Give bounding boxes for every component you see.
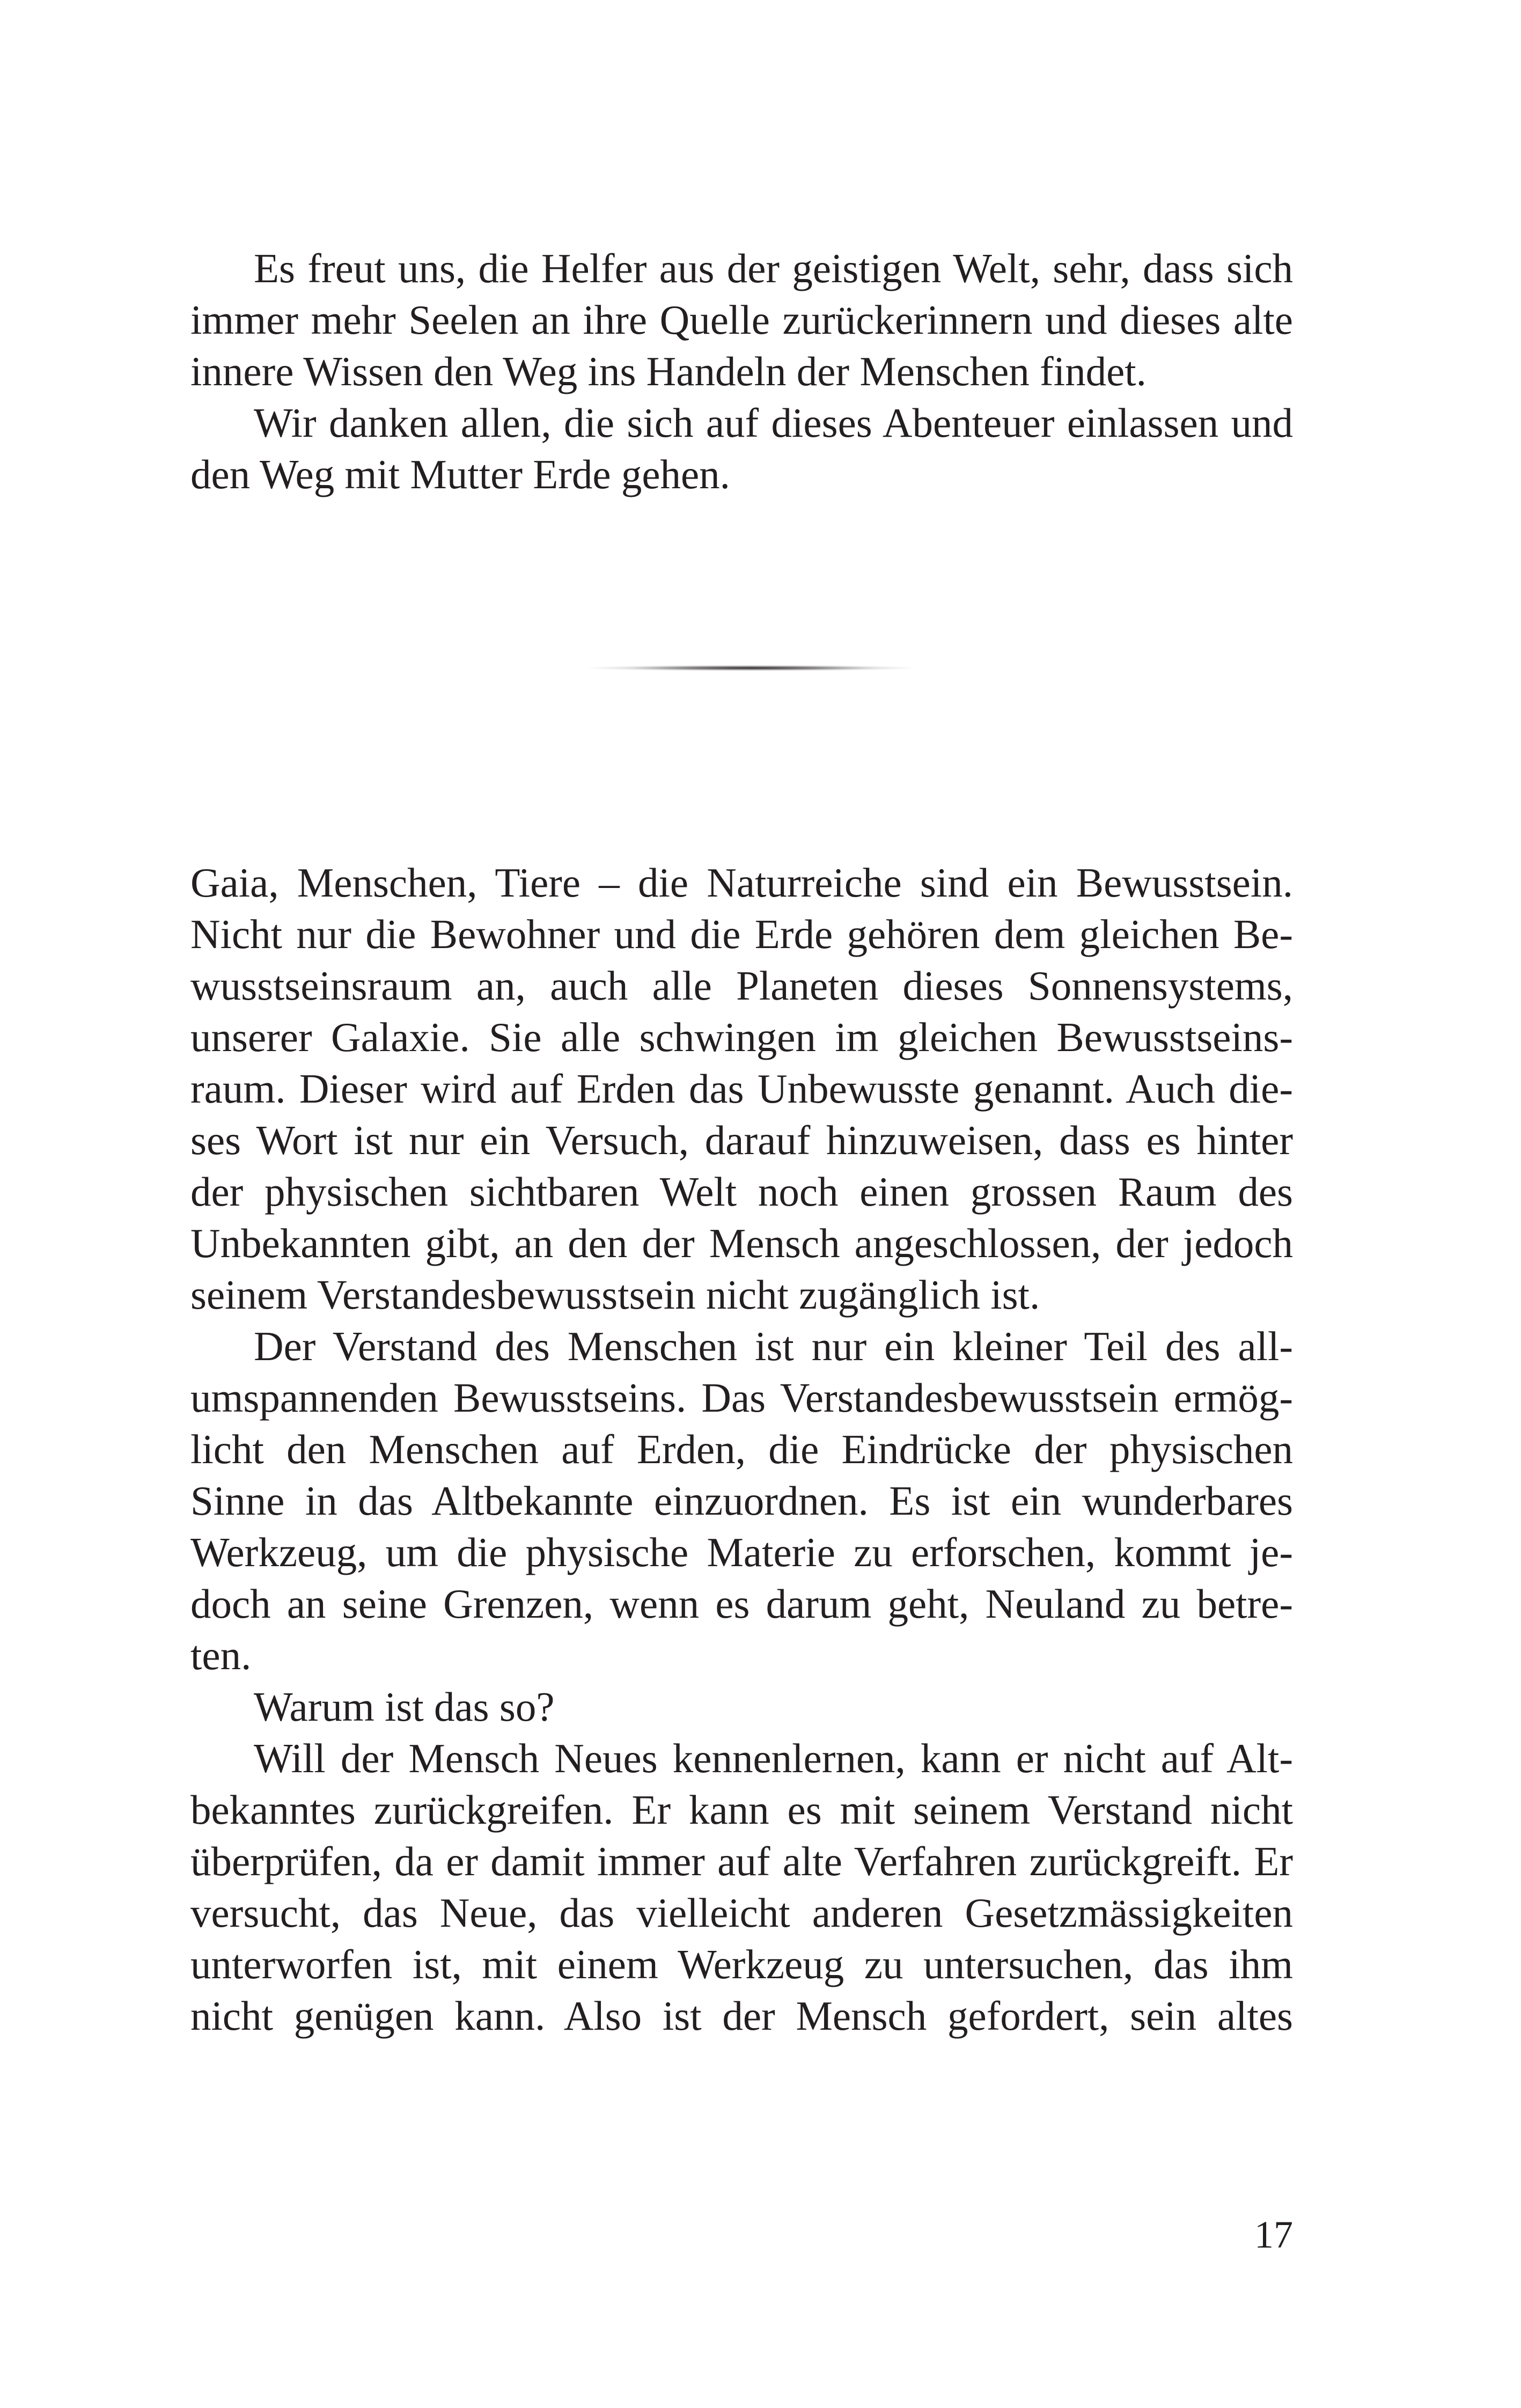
text-line: Will der Mensch Neues kennenlernen, kann er nicht auf Alt- [254, 1735, 1293, 1781]
text-line: Warum ist das so? [254, 1684, 555, 1730]
text-line: immer mehr Seelen an ihre Quelle zurückerinnern und dieses alte [190, 297, 1293, 343]
text-line: Werkzeug, um die physische Materie zu erforschen, kommt je- [190, 1529, 1293, 1575]
text-line: Unbekannten gibt, an den der Mensch angeschlossen, der jedoch [190, 1220, 1293, 1266]
text-line: seinem Verstandesbewusstsein nicht zugänglich ist. [190, 1272, 1040, 1318]
text-line: überprüfen, da er damit immer auf alte Verfahren zurückgreift. Er [190, 1838, 1293, 1884]
text-line: unserer Galaxie. Sie alle schwingen im gleichen Bewusstseins- [190, 1014, 1293, 1060]
text-line: Es freut uns, die Helfer aus der geistigen Welt, sehr, dass sich [254, 245, 1293, 291]
text-line: nicht genügen kann. Also ist der Mensch gefordert, sein altes [190, 1993, 1293, 2039]
text-line: unterworfen ist, mit einem Werkzeug zu untersuchen, das ihm [190, 1941, 1293, 1987]
section-divider [585, 663, 917, 674]
text-line: Wir danken allen, die sich auf dieses Abenteuer einlassen und [254, 400, 1293, 446]
text-line: Nicht nur die Bewohner und die Erde gehören dem gleichen Be- [190, 911, 1293, 957]
text-line: den Weg mit Mutter Erde gehen. [190, 451, 730, 497]
text-line: Der Verstand des Menschen ist nur ein kleiner Teil des all- [254, 1323, 1293, 1369]
text-line: Sinne in das Altbekannte einzuordnen. Es ist ein wunderbares [190, 1478, 1293, 1524]
text-line: Gaia, Menschen, Tiere – die Naturreiche sind ein Bewusstsein. [190, 860, 1293, 906]
text-line: wusstseinsraum an, auch alle Planeten dieses Sonnensystems, [190, 963, 1293, 1009]
page-number: 17 [1254, 2213, 1293, 2256]
text-line: ses Wort ist nur ein Versuch, darauf hinzuweisen, dass es hinter [190, 1117, 1293, 1163]
text-line: raum. Dieser wird auf Erden das Unbewusste genannt. Auch die- [190, 1066, 1293, 1112]
text-line: licht den Menschen auf Erden, die Eindrücke der physischen [190, 1426, 1293, 1472]
text-line: ten. [190, 1632, 252, 1678]
text-line: versucht, das Neue, das vielleicht anderen Gesetzmässigkeiten [190, 1890, 1293, 1936]
text-line: doch an seine Grenzen, wenn es darum geht, Neuland zu betre- [190, 1581, 1293, 1627]
text-line: umspannenden Bewusstseins. Das Verstandesbewusstsein ermög- [190, 1375, 1293, 1421]
text-line: innere Wissen den Weg ins Handeln der Menschen findet. [190, 348, 1147, 394]
text-line: der physischen sichtbaren Welt noch einen grossen Raum des [190, 1169, 1293, 1215]
text-line: bekanntes zurückgreifen. Er kann es mit seinem Verstand nicht [190, 1787, 1293, 1833]
